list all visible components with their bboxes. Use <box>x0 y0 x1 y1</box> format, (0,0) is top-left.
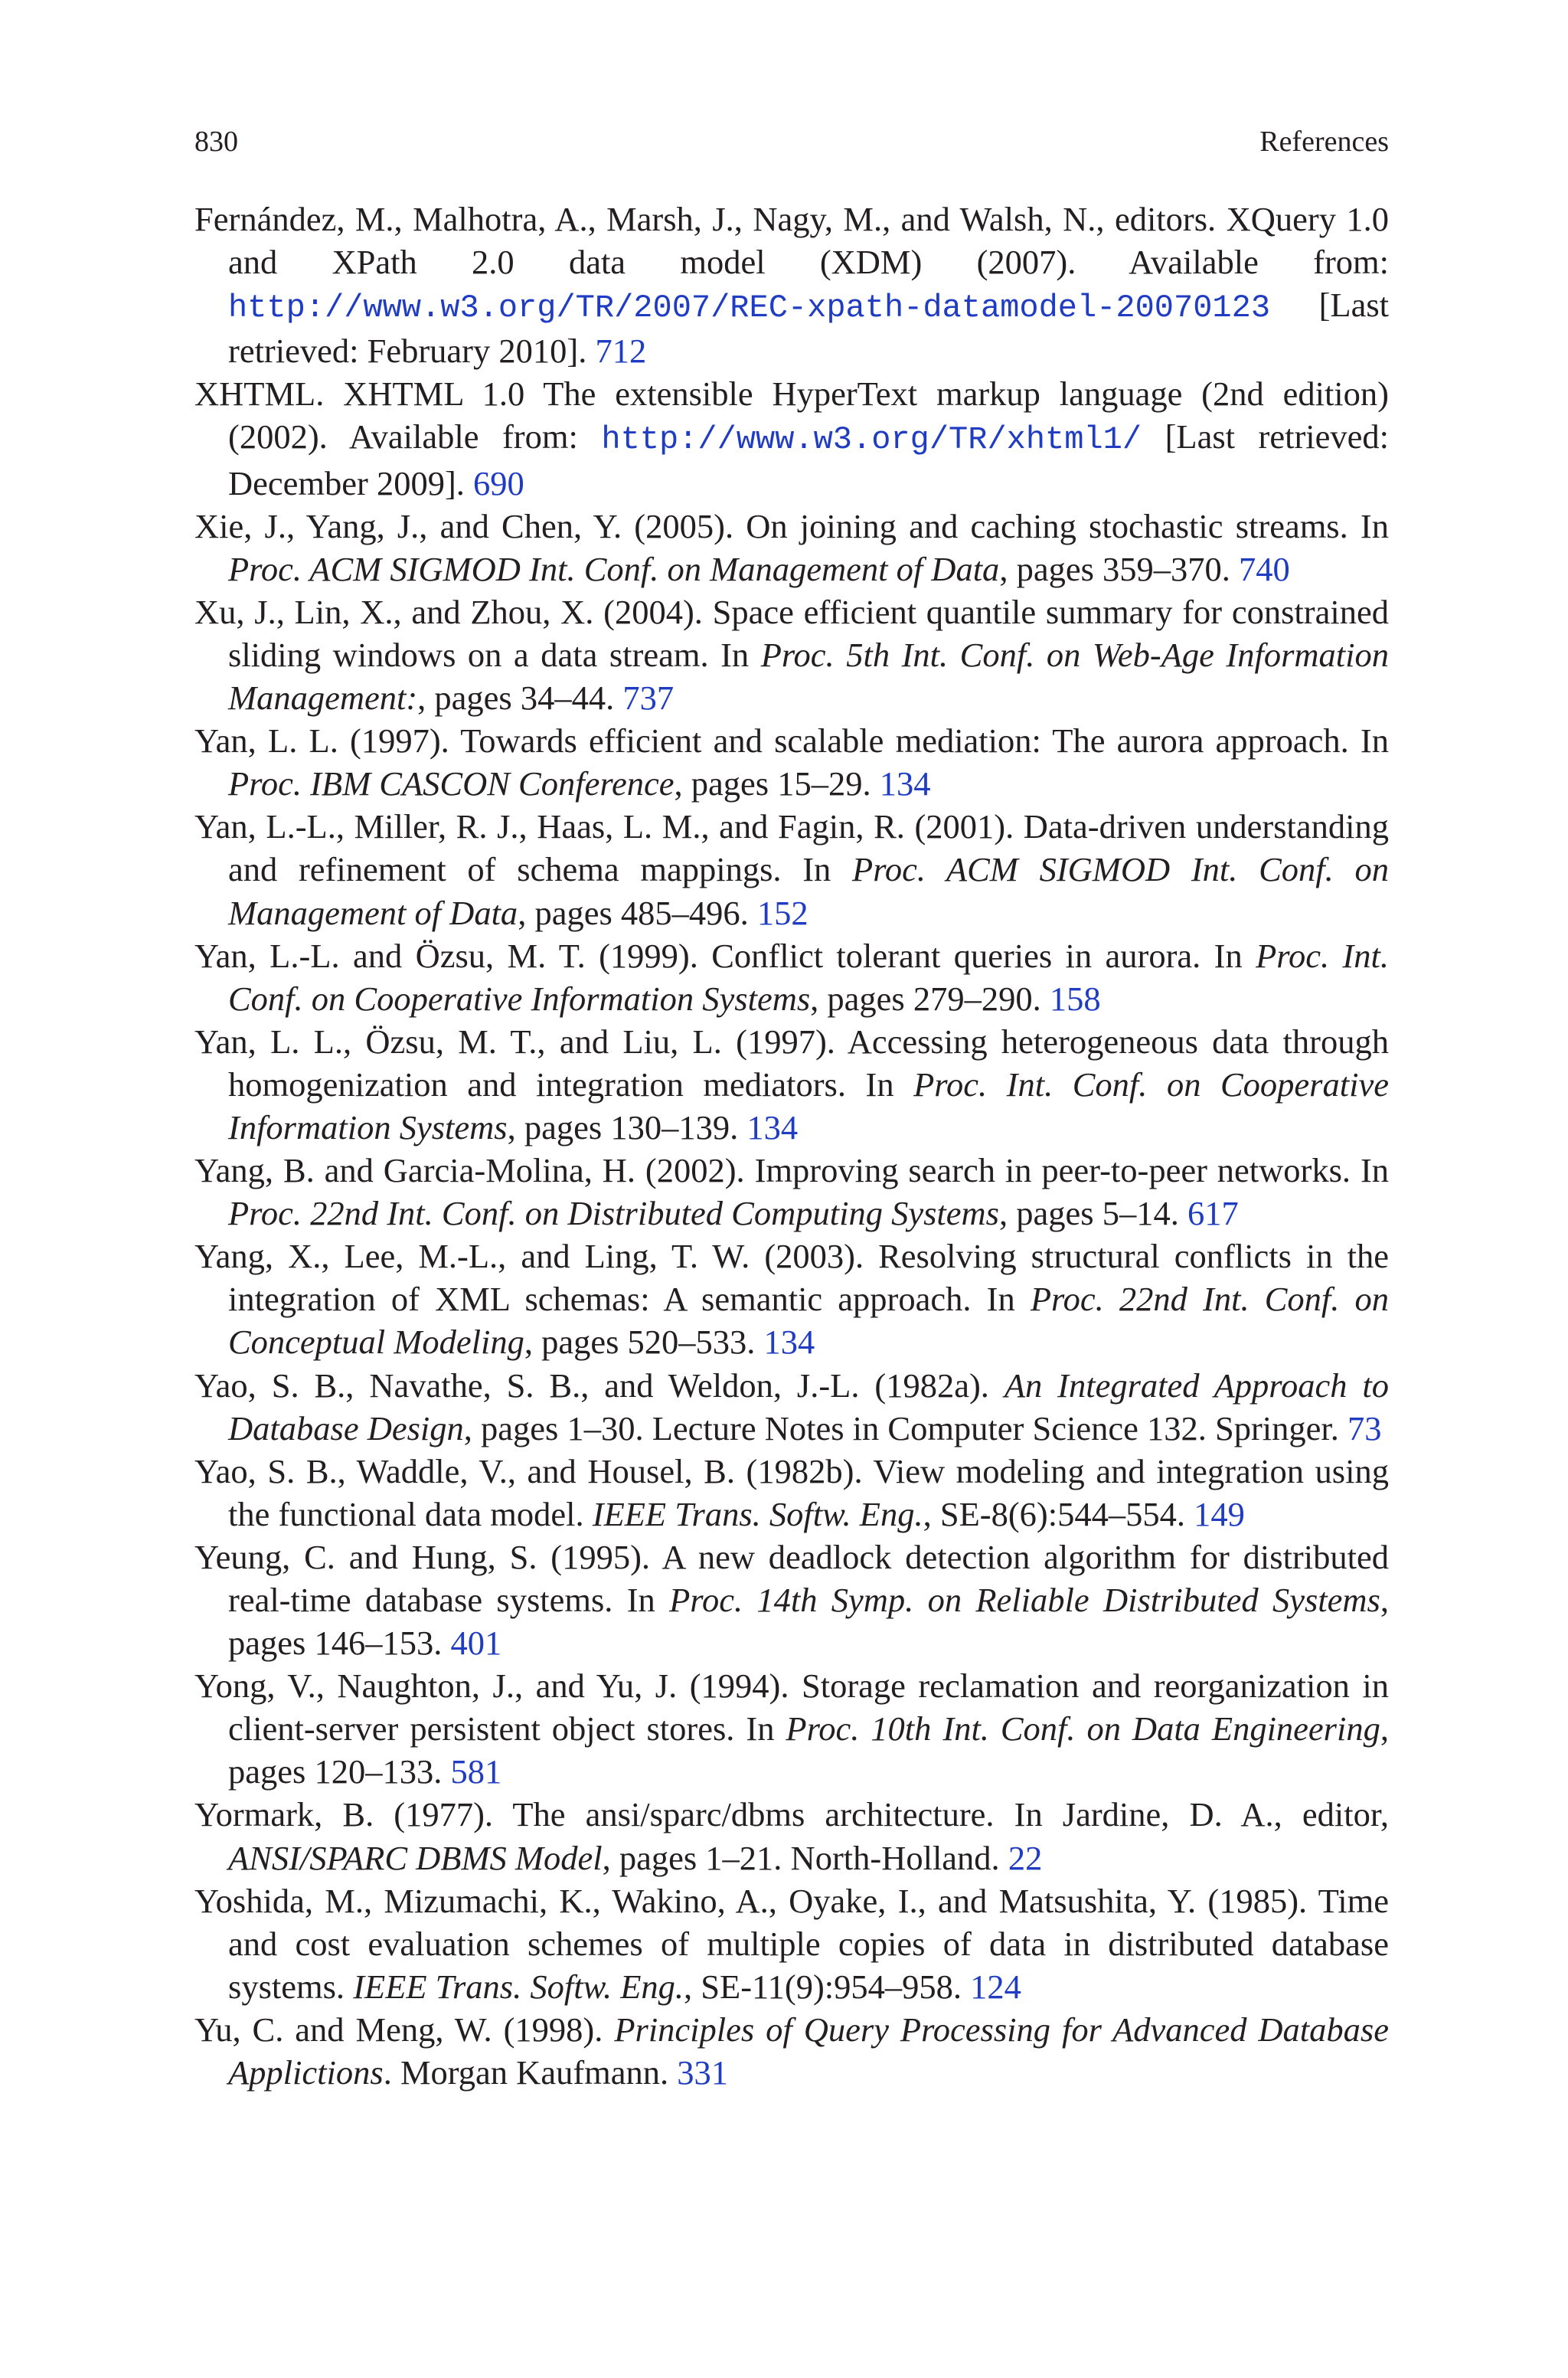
ref-text: The ansi/sparc/dbms architecture. In Jardine, D. A., editor, <box>493 1795 1389 1834</box>
ref-authors: Yormark, B. (1977). <box>194 1795 494 1834</box>
backref-page-link[interactable]: 152 <box>756 893 808 932</box>
reference-entry <box>194 1664 1389 1793</box>
backref-page-link[interactable]: 22 <box>1008 1838 1043 1877</box>
reference-entry <box>194 1364 1389 1450</box>
ref-authors: XHTML. <box>194 375 325 414</box>
ref-authors: Yao, S. B., Navathe, S. B., and Weldon, J.-L. (1982a). <box>194 1366 989 1405</box>
ref-text: [Last retrieved: December 2009]. <box>228 417 1389 502</box>
ref-venue: IEEE Trans. Softw. Eng. <box>592 1494 923 1533</box>
ref-text: , pages 130–139. <box>507 1107 747 1146</box>
backref-page-link[interactable]: 581 <box>450 1752 502 1791</box>
ref-text <box>989 1366 1004 1405</box>
backref-page-link[interactable]: 737 <box>622 679 675 718</box>
ref-text: Resolving structural conflicts in the integration of XML schemas: A semantic approach. In <box>228 1237 1389 1319</box>
ref-text: [Last retrieved: February 2010]. <box>228 286 1389 371</box>
ref-text: Data-driven understanding and refinement of schema mappings. In <box>228 807 1390 889</box>
ref-text: , pages 120–133. <box>228 1709 1389 1791</box>
ref-venue: Proc. 10th Int. Conf. on Data Engineering <box>786 1709 1380 1748</box>
reference-entry <box>194 198 1389 372</box>
ref-text: , pages 279–290. <box>810 979 1050 1018</box>
backref-page-link[interactable]: 617 <box>1187 1194 1239 1233</box>
ref-text: XHTML 1.0 The extensible HyperText markup language (2nd edition) (2002). Available from: <box>228 375 1389 456</box>
ref-text: . Morgan Kaufmann. <box>383 2053 678 2092</box>
ref-text: , pages 485–496. <box>518 893 757 932</box>
ref-authors: Yan, L.-L., Miller, R. J., Haas, L. M., and Fagin, R. (2001). <box>194 807 1014 846</box>
backref-page-link[interactable]: 134 <box>879 764 931 803</box>
ref-text: , pages 520–533. <box>524 1323 764 1362</box>
ref-venue: Proc. Int. Conf. on Cooperative Information Systems <box>228 1065 1389 1146</box>
ref-venue: Principles of Query Processing for Advanced Database Applictions <box>228 2010 1389 2092</box>
ref-venue: Proc. IBM CASCON Conference <box>228 764 675 803</box>
ref-text: , pages 15–29. <box>674 764 880 803</box>
ref-authors: Yoshida, M., Mizumachi, K., Wakino, A., Oyake, I., and Matsushita, Y. (1985). <box>194 1881 1308 1920</box>
reference-entry <box>194 505 1389 590</box>
reference-entry <box>194 372 1389 504</box>
ref-authors: Yong, V., Naughton, J., and Yu, J. (1994). <box>194 1667 789 1706</box>
ref-url-link[interactable]: http://www.w3.org/TR/xhtml1/ <box>601 421 1142 459</box>
section-title: References <box>1259 126 1389 158</box>
ref-text: , pages 5–14. <box>999 1194 1187 1233</box>
ref-venue: Proc. 22nd Int. Conf. on Conceptual Modeling <box>228 1280 1389 1362</box>
backref-page-link[interactable]: 124 <box>970 1967 1021 2006</box>
ref-authors: Fernández, M., Malhotra, A., Marsh, J., Nagy, M., and Walsh, N., editors. <box>194 200 1217 238</box>
ref-text: , pages 1–30. Lecture Notes in Computer Science 132. Springer. <box>463 1408 1348 1447</box>
ref-venue: Proc. 5th Int. Conf. on Web-Age Information Management: <box>228 635 1389 718</box>
ref-text: Storage reclamation and reorganization in client-server persistent object stores. In <box>228 1667 1389 1748</box>
ref-authors: Yang, B. and Garcia-Molina, H. (2002). <box>194 1151 745 1190</box>
ref-text: Towards efficient and scalable mediation: The aurora approach. In <box>449 721 1389 761</box>
ref-text: XQuery 1.0 and XPath 2.0 data model (XDM) (2007). Available from: <box>228 200 1389 282</box>
backref-page-link[interactable]: 331 <box>677 2053 728 2092</box>
backref-page-link[interactable]: 740 <box>1239 549 1290 588</box>
reference-entry <box>194 1793 1389 1879</box>
ref-text: , SE-11(9):954–958. <box>684 1967 971 2006</box>
reference-entry <box>194 934 1389 1020</box>
reference-entry <box>194 1450 1389 1536</box>
ref-text: Conflict tolerant queries in aurora. In <box>697 936 1256 975</box>
backref-page-link[interactable]: 401 <box>450 1624 502 1663</box>
ref-text: , pages 1–21. North-Holland. <box>602 1838 1008 1877</box>
ref-venue: ANSI/SPARC DBMS Model <box>228 1838 603 1877</box>
ref-text: Improving search in peer-to-peer networks. In <box>744 1151 1390 1190</box>
backref-page-link[interactable]: 712 <box>595 332 647 371</box>
ref-text: , pages 34–44. <box>417 679 623 718</box>
reference-entry <box>194 1020 1389 1149</box>
reference-entry <box>194 590 1389 719</box>
backref-page-link[interactable]: 690 <box>473 463 524 502</box>
running-header <box>194 123 1389 161</box>
ref-authors: Yan, L. L., Özsu, M. T., and Liu, L. (1997). <box>194 1022 835 1061</box>
ref-authors: Yao, S. B., Waddle, V., and Housel, B. (1982b). <box>194 1451 863 1490</box>
ref-venue: Proc. 14th Symp. on Reliable Distributed Systems <box>669 1581 1380 1619</box>
ref-authors: Yang, X., Lee, M.-L., and Ling, T. W. (2003). <box>194 1237 864 1276</box>
ref-venue: IEEE Trans. Softw. Eng. <box>353 1967 684 2006</box>
ref-text: , pages 359–370. <box>999 549 1240 588</box>
ref-text: , pages 146–153. <box>228 1581 1389 1663</box>
ref-venue: Proc. ACM SIGMOD Int. Conf. on Management of Data <box>228 549 1000 588</box>
ref-text: View modeling and integration using the functional data model. <box>228 1451 1389 1533</box>
backref-page-link[interactable]: 73 <box>1348 1408 1382 1447</box>
ref-authors: Yan, L. L. (1997). <box>194 721 449 761</box>
ref-venue: An Integrated Approach to Database Design <box>228 1366 1389 1447</box>
page-number: 830 <box>194 126 238 158</box>
ref-text: A new deadlock detection algorithm for distributed real-time database systems. In <box>228 1537 1389 1619</box>
reference-list <box>194 198 1389 2094</box>
ref-text: On joining and caching stochastic streams. In <box>733 506 1389 545</box>
ref-authors: Xie, J., Yang, J., and Chen, Y. (2005). <box>194 506 734 545</box>
reference-entry <box>194 2008 1389 2094</box>
ref-text: , SE-8(6):544–554. <box>923 1494 1194 1533</box>
reference-entry <box>194 805 1389 934</box>
backref-page-link[interactable]: 149 <box>1194 1494 1245 1533</box>
ref-text: Space efficient quantile summary for constrained sliding windows on a data stream. In <box>228 592 1389 674</box>
ref-authors: Xu, J., Lin, X., and Zhou, X. (2004). <box>194 592 703 631</box>
ref-authors: Yan, L.-L. and Özsu, M. T. (1999). <box>194 936 698 975</box>
ref-venue: Proc. 22nd Int. Conf. on Distributed Computing Systems <box>228 1194 999 1233</box>
backref-page-link[interactable]: 158 <box>1049 979 1101 1018</box>
ref-text: Time and cost evaluation schemes of multiple copies of data in distributed database systems. <box>228 1881 1389 2006</box>
ref-authors: Yu, C. and Meng, W. (1998). <box>194 2010 603 2049</box>
ref-authors: Yeung, C. and Hung, S. (1995). <box>194 1537 651 1576</box>
ref-venue: Proc. Int. Conf. on Cooperative Information Systems <box>228 936 1389 1018</box>
reference-entry <box>194 719 1389 805</box>
reference-entry <box>194 1235 1389 1363</box>
backref-page-link[interactable]: 134 <box>746 1107 799 1146</box>
reference-entry <box>194 1536 1389 1664</box>
reference-entry <box>194 1879 1389 2008</box>
ref-text <box>603 2010 614 2049</box>
backref-page-link[interactable]: 134 <box>763 1323 815 1362</box>
ref-url-link[interactable]: http://www.w3.org/TR/2007/REC-xpath-datamodel-20070123 <box>228 289 1271 327</box>
ref-text: Accessing heterogeneous data through homogenization and integration mediators. In <box>228 1022 1389 1104</box>
reference-entry <box>194 1149 1389 1235</box>
ref-venue: Proc. ACM SIGMOD Int. Conf. on Management of Data <box>228 850 1389 932</box>
